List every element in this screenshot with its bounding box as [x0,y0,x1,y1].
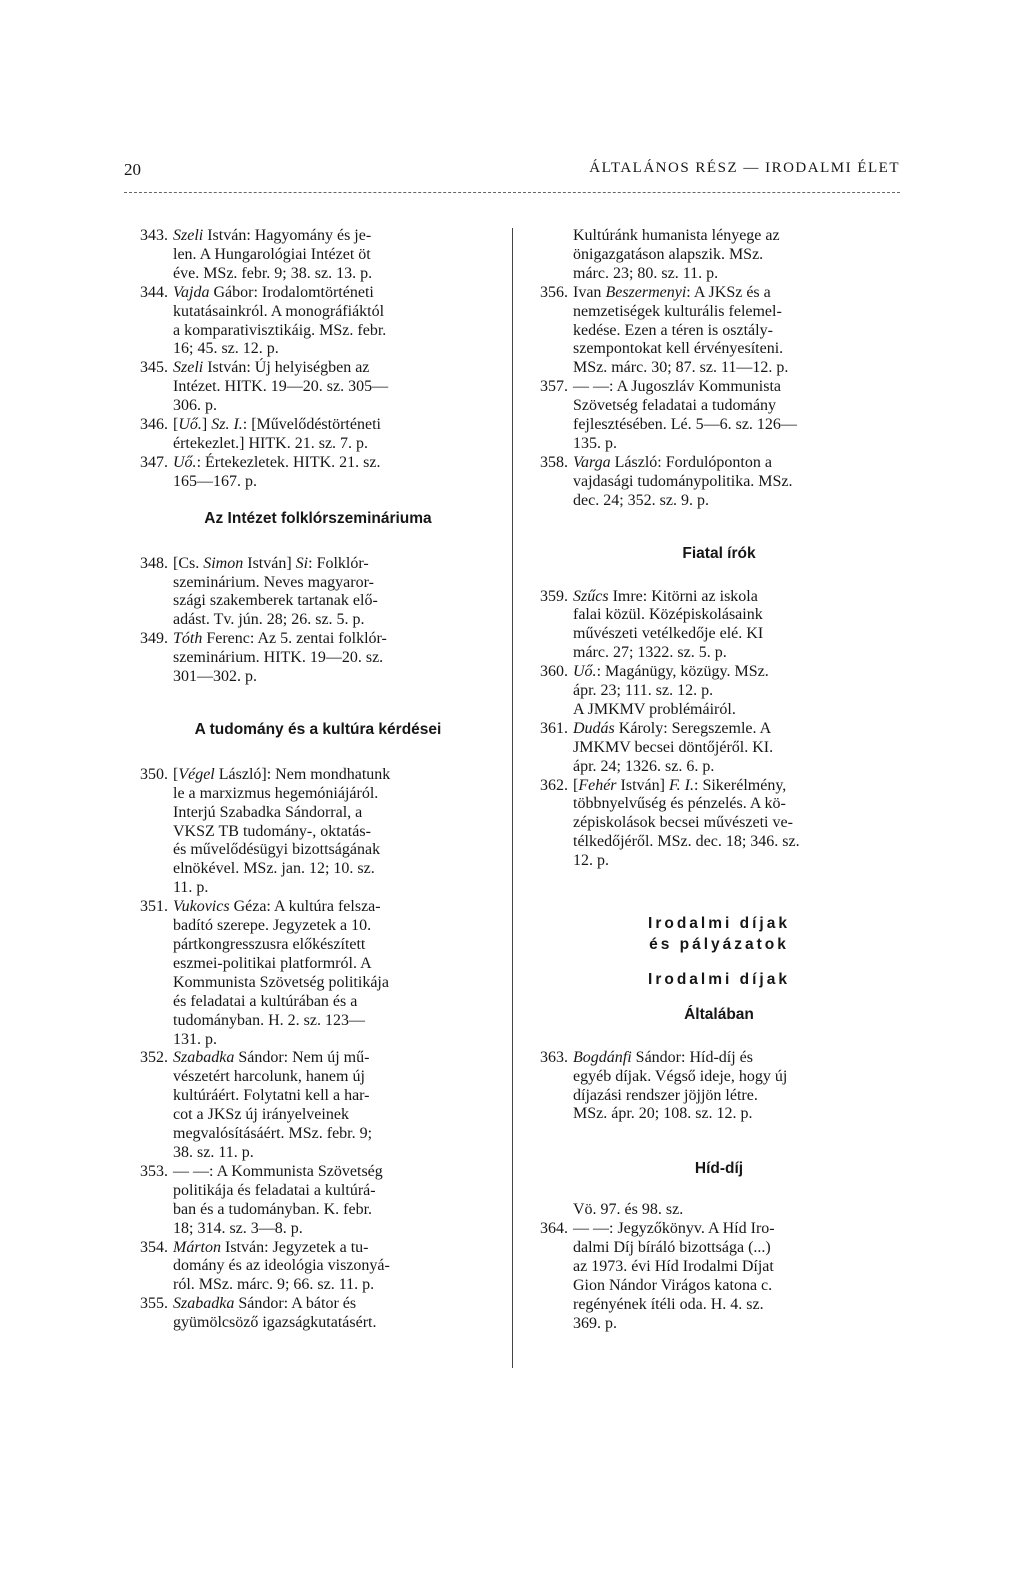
entry-number: 348. [140,554,168,572]
bibliography-entry [540,378,898,454]
bibliography-entry [140,454,496,492]
entry-text: [Uő.] Sz. I.: [Művelődéstörténeti értekezlet.] HITK. 21. sz. 7. p. [173,416,381,452]
bibliography-entry [540,284,898,379]
entry-number: 359. [540,587,568,605]
entry-text: Bogdánfi Sándor: Híd-díj és egyéb díjak. Végső ideje, hogy új díjazási rendszer jöjjön létre. MSz. ápr. 20; 108. sz. 12. p. [573,1048,788,1123]
section-heading: és pályázatok [649,936,789,953]
bibliography-entry [140,1163,496,1239]
entry-number: 354. [140,1238,168,1256]
entry-text: — —: Jegyzőkönyv. A Híd Iro- dalmi Díj bíráló bizottsága (...) az 1973. évi Híd Irodalmi Díjat Gion Nándor Virágos katona c. regényének ítéli oda. H. 4. sz. 369. p. [573,1220,775,1332]
bibliography-entry [140,227,496,284]
entry-text: — —: A Kommunista Szövetség politikája és feladatai a kultúrá- ban és a tudományban. K. febr. 18; 314. sz. 3—8. p. [173,1162,383,1237]
entry-number: 347. [140,453,168,471]
entry-text: Ivan Beszermenyi: A JKSz és a nemzetiségek kulturális felemel- kedése. Ezen a téren is osztály- szempontokat kell érvényesíteni. MSz. márc. 30; 87. sz. 11—12. p. [573,283,789,377]
bibliography-entry [540,1049,898,1125]
entry-number: 349. [140,630,168,648]
entry-number: 358. [540,453,568,471]
header-rule [124,192,900,193]
bibliography-entry [140,1239,496,1296]
entry-continuation [540,227,898,284]
bibliography-entry [140,1295,496,1333]
entry-text: — —: A Jugoszláv Kommunista Szövetség feladatai a tudomány fejlesztésében. Lé. 5—6. sz. 126— 135. p. [573,378,797,452]
column-divider [512,228,513,1368]
bibliography-entry [540,588,898,664]
entry-number: 363. [540,1048,568,1066]
running-head: ÁLTALÁNOS RÉSZ — IRODALMI ÉLET [589,160,900,176]
entry-text: Márton István: Jegyzetek a tu- domány és az ideológia viszonyá- ról. MSz. márc. 9; 66. sz. 11. p. [173,1238,390,1294]
left-column [140,227,496,1333]
bibliography-entry [540,777,898,872]
entry-number: 352. [140,1049,168,1067]
bibliography-entry [140,766,496,898]
entry-text: [Végel László]: Nem mondhatunk le a marxizmus hegemóniájáról. Interjú Szabadka Sándorral, a VKSZ TB tudomány-, oktatás- és művelődésügyi bizottságának elnökével. MSz. jan. 12; 10. sz. 11. p. [173,765,391,897]
bibliography-entry [540,720,898,777]
entry-number: 356. [540,283,568,301]
entry-number: 364. [540,1220,568,1238]
entry-text: Vajda Gábor: Irodalomtörténeti kutatásainkról. A monográfiáktól a komparativisztikáig. MSz. febr. 16; 45. sz. 12. p. [173,283,387,358]
right-column [540,227,898,1334]
entry-text: Vukovics Géza: A kultúra felsza- badító szerepe. Jegyzetek a 10. pártkongresszusra előkészített eszmei-politikai platformról. A Kommunista Szövetség politikája és feladatai a kultúrában és a tudományban. H. 2. sz. 123— 131. p. [173,898,389,1048]
entry-text: Szabadka Sándor: A bátor és gyümölcsöző igazságkutatásért. [173,1295,377,1332]
entry-text: Szabadka Sándor: Nem új mű- vészetért harcolunk, hanem új kultúráért. Folytatni kell a har- cot a JKSz új irányelveinek megvalósításáért. MSz. febr. 9; 38. sz. 11. p. [173,1049,373,1161]
section-heading: Az Intézet folklórszemináriuma [204,509,432,527]
entry-text: Szeli István: Új helyiségben az Intézet. HITK. 19—20. sz. 305— 306. p. [173,359,389,415]
section-heading: Általában [684,1005,754,1023]
section-heading: Irodalmi díjak [648,915,790,933]
entry-text: Tóth Ferenc: Az 5. zentai folklór- szeminárium. HITK. 19—20. sz. 301—302. p. [173,630,387,686]
entry-number: 355. [140,1295,168,1313]
section-heading: Irodalmi díjak [648,970,790,988]
bibliography-entry [140,416,496,454]
bibliography-entry [140,630,496,687]
entry-number: 344. [140,283,168,301]
bibliography-entry [540,1220,898,1333]
entry-text: [Fehér István] F. I.: Sikerélmény, többnyelvűség és pénzelés. A kö- zépiskolások becsei művészeti ve- télkedőjéről. MSz. dec. 18; 346. sz. 12. p. [573,776,800,870]
entry-number: 343. [140,227,168,244]
entry-number: 360. [540,663,568,681]
entry-text: Vö. 97. és 98. sz. [573,1201,684,1219]
entry-number: 350. [140,765,168,783]
bibliography-entry [140,555,496,631]
entry-text: Dudás Károly: Seregszemle. A JMKMV becsei döntőjéről. KI. ápr. 24; 1326. sz. 6. p. [573,719,774,775]
bibliography-entry [140,284,496,360]
section-heading: A tudomány és a kultúra kérdései [194,720,442,738]
section-heading: Fiatal írók [682,544,756,562]
page-number: 20 [124,160,141,179]
bibliography-entry [140,1049,496,1162]
bibliography-entry [540,663,898,720]
entry-number: 353. [140,1162,168,1180]
entry-text: Szeli István: Hagyomány és je- len. A Hungarológiai Intézet öt éve. MSz. febr. 9; 38. sz. 13. p. [173,227,373,282]
page-header [124,160,900,188]
entry-continuation [540,1201,898,1220]
entry-text: [Cs. Simon István] Si: Folklór- szeminárium. Neves magyaror- szági szakemberek tartanak elő- adást. Tv. jún. 28; 26. sz. 5. p. [173,554,378,629]
entry-number: 346. [140,416,168,434]
entry-text: Uő.: Magánügy, közügy. MSz. ápr. 23; 111. sz. 12. p. A JMKMV problémáiról. [573,663,769,718]
section-heading: Híd-díj [694,1160,744,1178]
bibliography-entry [540,454,898,511]
bibliography-entry [140,359,496,416]
entry-text: Kultúránk humanista lényege az önigazgatáson alapszik. MSz. márc. 23; 80. sz. 11. p. [573,227,780,282]
entry-number: 351. [140,898,168,916]
entry-text: Szűcs Imre: Kitörni az iskola falai közül. Középiskolásaink művészeti vetélkedője elé. KI márc. 27; 1322. sz. 5. p. [573,587,764,662]
entry-number: 361. [540,719,568,737]
entry-number: 345. [140,359,168,377]
entry-text: Uő.: Értekezletek. HITK. 21. sz. 165—167. p. [173,453,381,490]
entry-text: Varga László: Fordulóponton a vajdasági tudománypolitika. MSz. dec. 24; 352. sz. 9. p. [573,453,793,509]
entry-number: 362. [540,776,568,794]
bibliography-entry [140,898,496,1049]
entry-number: 357. [540,378,568,396]
